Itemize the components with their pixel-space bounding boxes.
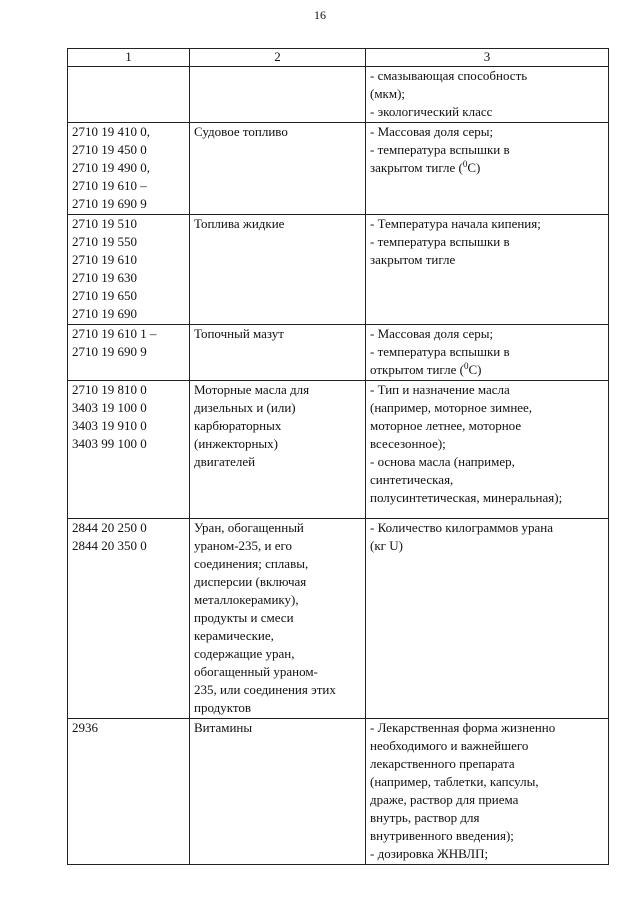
attribute-line: - температура вспышки в [370,344,510,359]
attribute-line: - смазывающая способность [370,68,528,83]
attribute-line: всесезонное); [370,436,446,451]
codes-cell [68,123,190,215]
name-line: карбюраторных [194,418,282,433]
name-line: Моторные масла для [194,382,310,397]
code-line: 3403 19 910 0 [72,418,147,433]
table-header-row [68,49,609,67]
attributes-cell [366,215,609,325]
attribute-line [370,159,604,177]
codes-cell [68,215,190,325]
attribute-text: С) [467,160,481,175]
name-cell [190,325,366,381]
code-line: 2710 19 490 0, [72,160,150,175]
table-row [68,519,609,719]
codes-cell [68,519,190,719]
table-row [68,381,609,519]
name-line: дисперсии (включая [194,574,307,589]
code-line: 3403 19 100 0 [72,400,147,415]
codes-cell [68,67,190,123]
table-row [68,123,609,215]
code-line: 3403 99 100 0 [72,436,147,451]
code-line: 2710 19 450 0 [72,142,147,157]
name-line: металлокерамику), [194,592,299,607]
code-line: 2710 19 550 [72,234,137,249]
code-line: 2710 19 690 9 [72,196,147,211]
name-line: двигателей [194,454,256,469]
name-line: соединения; сплавы, [194,556,309,571]
code-line: 2844 20 350 0 [72,538,147,553]
name-cell [190,519,366,719]
code-line: 2710 19 410 0, [72,124,150,139]
code-line: 2710 19 610 [72,252,137,267]
attributes-cell [366,381,609,519]
attribute-text: закрытом тигле ( [370,160,463,175]
attribute-line: закрытом тигле [370,252,456,267]
code-line: 2710 19 810 0 [72,382,147,397]
name-line: Витамины [194,720,253,735]
column-header-2: 2 [190,49,366,67]
name-line: Уран, обогащенный [194,520,304,535]
name-line: (инжекторных) [194,436,278,451]
name-line: ураном-235, и его [194,538,293,553]
table-row [68,719,609,865]
name-cell [190,719,366,865]
name-line: Судовое топливо [194,124,288,139]
attribute-line: - экологический класс [370,104,493,119]
name-line: обогащенный ураном- [194,664,318,679]
degree-superscript: 0 [462,159,468,169]
goods-table [67,48,609,865]
attribute-line: - Массовая доля серы; [370,326,494,341]
attribute-line: - Массовая доля серы; [370,124,494,139]
name-line: содержащие уран, [194,646,295,661]
name-cell [190,67,366,123]
attribute-line: (например, таблетки, капсулы, [370,774,539,789]
name-cell [190,381,366,519]
attribute-line: (кг U) [370,538,403,553]
attribute-line: - Тип и назначение масла [370,382,510,397]
name-cell [190,123,366,215]
column-header-3: 3 [366,49,609,67]
code-line: 2710 19 690 9 [72,344,147,359]
code-line: 2936 [72,720,98,735]
name-line: керамические, [194,628,274,643]
name-line: Топочный мазут [194,326,284,341]
attribute-line: - Количество килограммов урана [370,520,553,535]
attribute-line: - Температура начала кипения; [370,216,541,231]
attribute-text: С) [468,362,482,377]
attribute-line: (мкм); [370,86,406,101]
attribute-line: - дозировка ЖНВЛП; [370,846,489,861]
attribute-line: (например, моторное зимнее, [370,400,533,415]
attribute-line: синтетическая, [370,472,454,487]
attributes-cell [366,719,609,865]
attribute-line: - температура вспышки в [370,142,510,157]
table-row [68,67,609,123]
attributes-cell [366,67,609,123]
page-number: 16 [314,8,326,22]
name-line: продуктов [194,700,251,715]
column-header-1: 1 [68,49,190,67]
attributes-cell [366,325,609,381]
attribute-line: моторное летнее, моторное [370,418,522,433]
code-line: 2710 19 690 [72,306,137,321]
attribute-line [370,361,604,379]
name-line: дизельных и (или) [194,400,296,415]
code-line: 2710 19 610 – [72,178,147,193]
name-line: 235, или соединения этих [194,682,336,697]
code-line: 2710 19 510 [72,216,137,231]
table-row [68,215,609,325]
attribute-text: открытом тигле ( [370,362,464,377]
name-line: продукты и смеси [194,610,294,625]
code-line: 2710 19 650 [72,288,137,303]
codes-cell [68,325,190,381]
attribute-line: драже, раствор для приема [370,792,519,807]
attribute-line: полусинтетическая, минеральная); [370,490,563,505]
name-line: Топлива жидкие [194,216,285,231]
attribute-line: - Лекарственная форма жизненно [370,720,556,735]
attribute-line: внутривенного введения); [370,828,514,843]
attribute-line: внутрь, раствор для [370,810,480,825]
code-line: 2844 20 250 0 [72,520,147,535]
attributes-cell [366,123,609,215]
attribute-line: - температура вспышки в [370,234,510,249]
attribute-line: - основа масла (например, [370,454,515,469]
attribute-line: лекарственного препарата [370,756,515,771]
attributes-cell [366,519,609,719]
table-row [68,325,609,381]
degree-superscript: 0 [463,361,469,371]
attribute-line: необходимого и важнейшего [370,738,529,753]
code-line: 2710 19 630 [72,270,137,285]
code-line: 2710 19 610 1 – [72,326,157,341]
name-cell [190,215,366,325]
codes-cell [68,381,190,519]
codes-cell [68,719,190,865]
